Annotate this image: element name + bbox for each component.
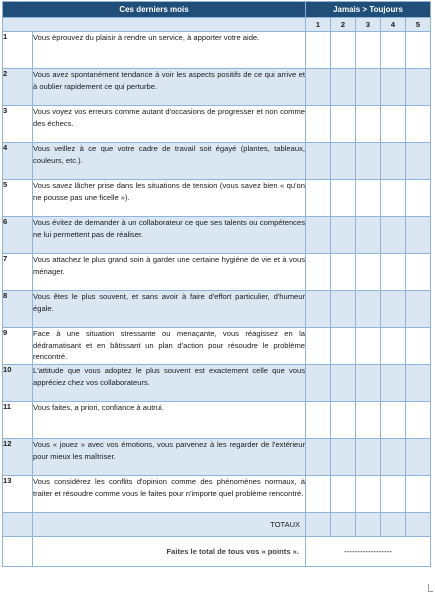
- grand-total-spacer: [3, 537, 33, 567]
- score-cell-2[interactable]: [331, 143, 356, 180]
- score-cell-3[interactable]: [356, 180, 381, 217]
- question-row: [3, 476, 431, 513]
- score-cell-3[interactable]: [356, 365, 381, 402]
- total-cell-5[interactable]: [406, 513, 431, 537]
- score-cell-3[interactable]: [356, 402, 381, 439]
- total-cell-3[interactable]: [356, 513, 381, 537]
- score-cell-1[interactable]: [306, 476, 331, 513]
- score-cell-1[interactable]: [306, 69, 331, 106]
- score-cell-2[interactable]: [331, 402, 356, 439]
- score-cell-2[interactable]: [331, 476, 356, 513]
- question-number: 5: [3, 180, 33, 217]
- question-row: [3, 106, 431, 143]
- score-cell-3[interactable]: [356, 328, 381, 365]
- question-row: [3, 439, 431, 476]
- score-cell-4[interactable]: [381, 32, 406, 69]
- totals-row: [3, 513, 431, 537]
- score-cell-2[interactable]: [331, 254, 356, 291]
- question-number: 1: [3, 32, 33, 69]
- score-cell-1[interactable]: [306, 439, 331, 476]
- score-cell-5[interactable]: [406, 143, 431, 180]
- scale-header: Jamais > Toujours: [306, 2, 431, 18]
- question-number: 7: [3, 254, 33, 291]
- question-text: Vous êtes le plus souvent, et sans avoir à faire d'effort particulier, d'humeur égale.: [33, 291, 306, 328]
- question-row: [3, 217, 431, 254]
- question-text: Vous « jouez » avec vos émotions, vous parvenez à les regarder de l'extérieur pour mieux les maîtriser.: [33, 439, 306, 476]
- question-number: 13: [3, 476, 33, 513]
- score-cell-3[interactable]: [356, 217, 381, 254]
- question-text: Vous attachez le plus grand soin à garder une certaine hygiène de vie et à vous ménager.: [33, 254, 306, 291]
- question-text: Vous évitez de demander à un collaborateur ce que ses talents ou compétences ne lui permettent pas de réaliser.: [33, 217, 306, 254]
- question-row: [3, 365, 431, 402]
- grand-total-value[interactable]: ------------------: [306, 537, 431, 567]
- question-text: Face à une situation stressante ou menaçante, vous réagissez en la dédramatisant et en bâtissant un plan d'action pour résoudre le problème rencontré.: [33, 328, 306, 365]
- score-cell-4[interactable]: [381, 254, 406, 291]
- question-text: Vous savez lâcher prise dans les situations de tension (vous savez bien « qu'on ne pousse pas une ficelle »).: [33, 180, 306, 217]
- grand-total-row: [3, 537, 431, 567]
- question-number: 11: [3, 402, 33, 439]
- scale-col-3: 3: [356, 18, 381, 32]
- score-cell-1[interactable]: [306, 32, 331, 69]
- question-number: 6: [3, 217, 33, 254]
- score-cell-5[interactable]: [406, 69, 431, 106]
- score-cell-1[interactable]: [306, 217, 331, 254]
- score-cell-3[interactable]: [356, 476, 381, 513]
- question-row: [3, 402, 431, 439]
- question-text: Vous considérez les conflits d'opinion comme des phénomènes normaux, à traiter et résoudre comme vous le faites pour n'importe quel problème rencontré.: [33, 476, 306, 513]
- question-text: Vous faites, a priori, confiance à autrui.: [33, 402, 306, 439]
- score-cell-1[interactable]: [306, 328, 331, 365]
- score-cell-2[interactable]: [331, 217, 356, 254]
- score-cell-1[interactable]: [306, 291, 331, 328]
- question-number: 3: [3, 106, 33, 143]
- score-cell-4[interactable]: [381, 180, 406, 217]
- totals-spacer: [3, 513, 33, 537]
- question-row: [3, 328, 431, 365]
- question-text: Vous voyez vos erreurs comme autant d'occasions de progresser et non comme des échecs.: [33, 106, 306, 143]
- score-cell-2[interactable]: [331, 439, 356, 476]
- score-cell-3[interactable]: [356, 291, 381, 328]
- grand-total-label: Faites le total de tous vos « points ».: [33, 537, 306, 567]
- score-cell-4[interactable]: [381, 439, 406, 476]
- score-cell-4[interactable]: [381, 69, 406, 106]
- score-cell-4[interactable]: [381, 291, 406, 328]
- question-number: 2: [3, 69, 33, 106]
- score-cell-2[interactable]: [331, 106, 356, 143]
- score-cell-4[interactable]: [381, 143, 406, 180]
- scale-col-4: 4: [381, 18, 406, 32]
- question-text: Vous veillez à ce que votre cadre de travail soit égayé (plantes, tableaux, couleurs, etc.).: [33, 143, 306, 180]
- score-cell-5[interactable]: [406, 328, 431, 365]
- totals-label: TOTAUX: [33, 513, 306, 537]
- score-cell-3[interactable]: [356, 106, 381, 143]
- question-text: L'attitude que vous adoptez le plus souvent est exactement celle que vous appréciez chez vos collaborateurs.: [33, 365, 306, 402]
- score-cell-4[interactable]: [381, 328, 406, 365]
- score-cell-2[interactable]: [331, 291, 356, 328]
- score-cell-4[interactable]: [381, 106, 406, 143]
- score-cell-2[interactable]: [331, 328, 356, 365]
- score-cell-5[interactable]: [406, 476, 431, 513]
- question-text: Vous avez spontanément tendance à voir les aspects positifs de ce qui arrive et à oublier rapidement ce qui perturbe.: [33, 69, 306, 106]
- score-cell-3[interactable]: [356, 69, 381, 106]
- scale-col-1: 1: [306, 18, 331, 32]
- score-cell-5[interactable]: [406, 402, 431, 439]
- total-cell-1[interactable]: [306, 513, 331, 537]
- question-row: [3, 69, 431, 106]
- question-row: [3, 32, 431, 69]
- question-row: [3, 143, 431, 180]
- score-cell-4[interactable]: [381, 476, 406, 513]
- score-cell-4[interactable]: [381, 402, 406, 439]
- score-cell-3[interactable]: [356, 143, 381, 180]
- score-cell-4[interactable]: [381, 365, 406, 402]
- score-cell-5[interactable]: [406, 32, 431, 69]
- score-cell-5[interactable]: [406, 254, 431, 291]
- question-text: Vous éprouvez du plaisir à rendre un service, à apporter votre aide.: [33, 32, 306, 69]
- score-cell-4[interactable]: [381, 217, 406, 254]
- question-number: 10: [3, 365, 33, 402]
- score-cell-5[interactable]: [406, 365, 431, 402]
- score-cell-5[interactable]: [406, 439, 431, 476]
- total-cell-2[interactable]: [331, 513, 356, 537]
- score-cell-2[interactable]: [331, 180, 356, 217]
- question-number: 8: [3, 291, 33, 328]
- score-cell-5[interactable]: [406, 180, 431, 217]
- score-cell-5[interactable]: [406, 291, 431, 328]
- questionnaire-table: [2, 1, 431, 567]
- score-cell-1[interactable]: [306, 106, 331, 143]
- question-number: 12: [3, 439, 33, 476]
- score-cell-5[interactable]: [406, 217, 431, 254]
- total-cell-4[interactable]: [381, 513, 406, 537]
- question-number: 9: [3, 328, 33, 365]
- score-cell-1[interactable]: [306, 402, 331, 439]
- scale-col-2: 2: [331, 18, 356, 32]
- scale-col-5: 5: [406, 18, 431, 32]
- score-cell-1[interactable]: [306, 180, 331, 217]
- question-row: [3, 180, 431, 217]
- score-cell-1[interactable]: [306, 143, 331, 180]
- score-cell-1[interactable]: [306, 254, 331, 291]
- score-cell-3[interactable]: [356, 32, 381, 69]
- period-header: Ces derniers mois: [3, 2, 306, 18]
- question-row: [3, 291, 431, 328]
- score-cell-1[interactable]: [306, 365, 331, 402]
- score-cell-3[interactable]: [356, 439, 381, 476]
- score-cell-2[interactable]: [331, 365, 356, 402]
- score-cell-2[interactable]: [331, 32, 356, 69]
- question-row: [3, 254, 431, 291]
- question-list: [3, 32, 431, 513]
- score-cell-2[interactable]: [331, 69, 356, 106]
- score-cell-3[interactable]: [356, 254, 381, 291]
- page-corner-mark: [428, 584, 433, 592]
- question-number: 4: [3, 143, 33, 180]
- header-spacer: [3, 18, 306, 32]
- score-cell-5[interactable]: [406, 106, 431, 143]
